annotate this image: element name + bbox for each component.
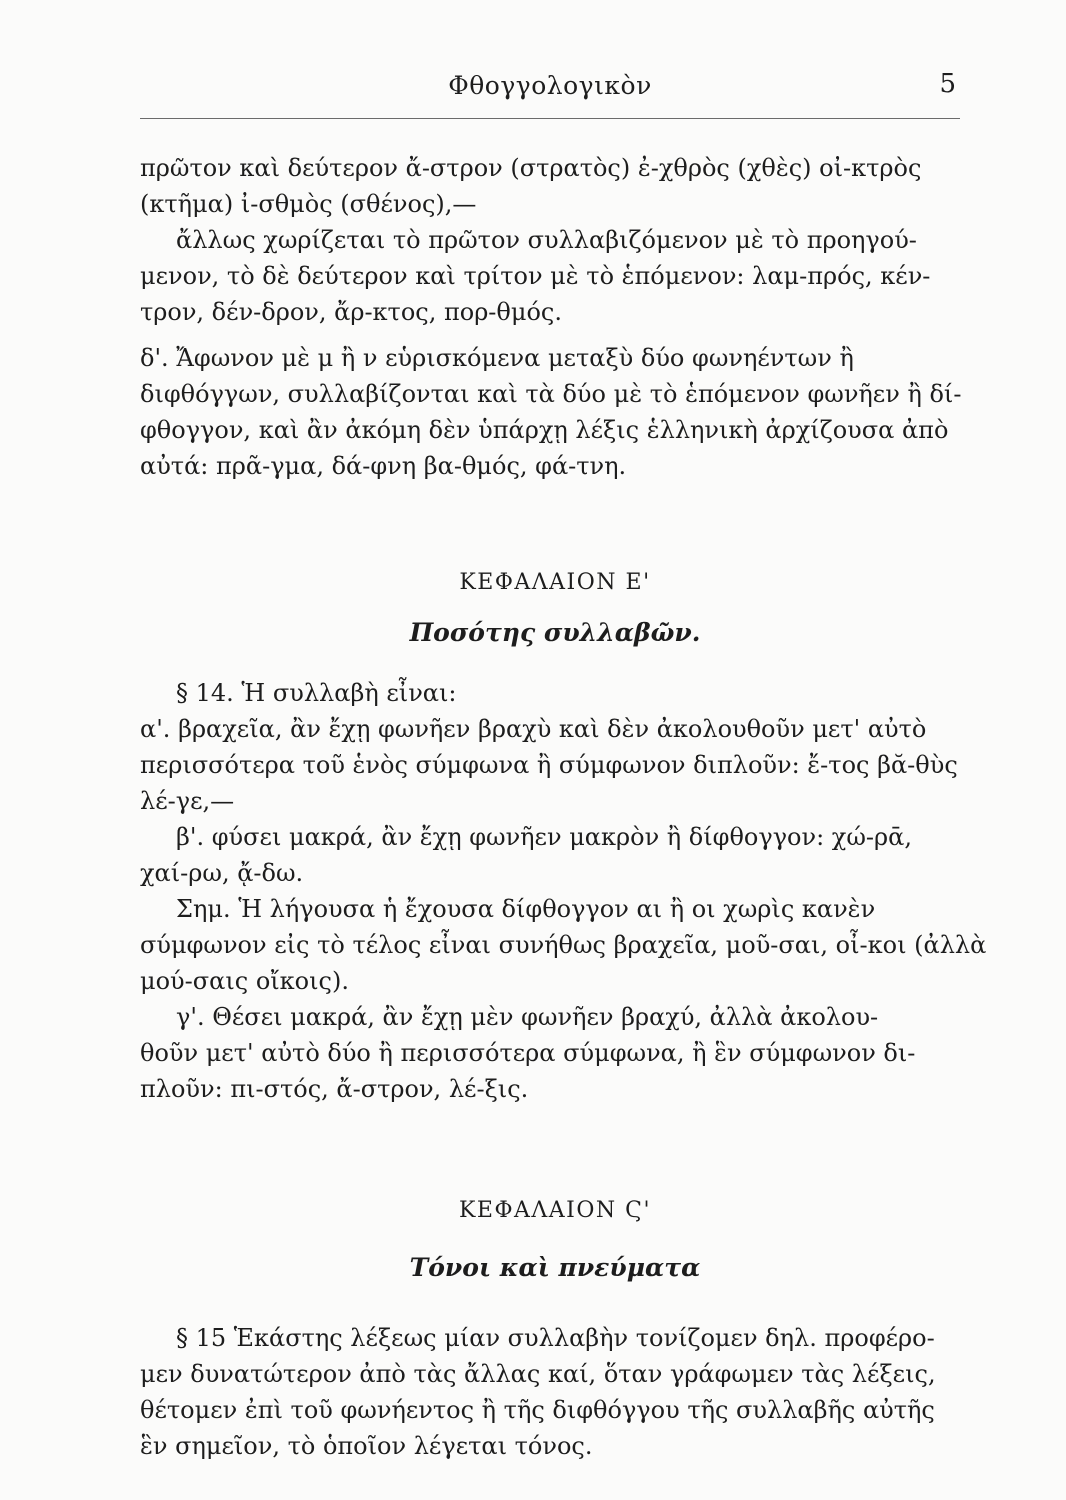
text-line: αὐτά: πρᾶ-γμα, δά-φνη βα-θμός, φά-τνη. bbox=[140, 452, 627, 480]
text-line: δ'. Ἄφωνον μὲ μ ἢ ν εὑρισκόμενα μεταξὺ δύο φωνηέντων ἢ bbox=[140, 344, 854, 372]
text-line: θοῦν μετ' αὐτὸ δύο ἢ περισσότερα σύμφωνα, ἢ ἓν σύμφωνον δι- bbox=[140, 1039, 916, 1067]
text-line: μενον, τὸ δὲ δεύτερον καὶ τρίτον μὲ τὸ ἑπόμενον: λαμ-πρός, κέν- bbox=[140, 262, 931, 290]
text-line: β'. φύσει μακρά, ἂν ἔχῃ φωνῆεν μακρὸν ἢ δίφθογγον: χώ-ρᾱ, bbox=[176, 823, 912, 851]
running-title: Φθογγολογικὸν bbox=[448, 71, 652, 100]
text-line: χαί-ρω, ᾄ-δω. bbox=[140, 859, 304, 887]
paragraph-section-15 bbox=[140, 1320, 970, 1464]
text-line: περισσότερα τοῦ ἑνὸς σύμφωνα ἢ σύμφωνον διπλοῦν: ἔ-τος βᾰ-θὺς bbox=[140, 751, 958, 779]
text-line: θέτομεν ἐπὶ τοῦ φωνήεντος ἢ τῆς διφθόγγου τῆς συλλαβῆς αὐτῆς bbox=[140, 1396, 935, 1424]
text-line: μεν δυνατώτερον ἀπὸ τὰς ἄλλας καί, ὅταν γράφωμεν τὰς λέξεις, bbox=[140, 1360, 936, 1388]
chapter-heading-st: ΚΕΦΑΛΑΙΟΝ Ϛ' bbox=[458, 1198, 652, 1223]
text-line: Σημ. Ἡ λήγουσα ἡ ἔχουσα δίφθογγον αι ἢ οι χωρὶς κανὲν bbox=[176, 895, 876, 923]
paragraph-syllabification-continued bbox=[140, 150, 970, 330]
page-number: 5 bbox=[939, 69, 956, 99]
section-title-accents: Τόνοι καὶ πνεύματα bbox=[409, 1253, 701, 1282]
text-line: ἄλλως χωρίζεται τὸ πρῶτον συλλαβιζόμενον μὲ τὸ προηγού- bbox=[176, 226, 917, 254]
text-line: πλοῦν: πι-στός, ἄ-στρον, λέ-ξις. bbox=[140, 1075, 529, 1103]
text-line: γ'. Θέσει μακρά, ἂν ἔχῃ μὲν φωνῆεν βραχύ, ἀλλὰ ἀκολου- bbox=[176, 1003, 879, 1031]
text-line: § 14. Ἡ συλλαβὴ εἶναι: bbox=[176, 679, 457, 707]
chapter-heading-e: ΚΕΦΑΛΑΙΟΝ Ε' bbox=[459, 570, 651, 595]
text-line: ἓν σημεῖον, τὸ ὁποῖον λέγεται τόνος. bbox=[140, 1432, 593, 1460]
text-line: διφθόγγων, συλλαβίζονται καὶ τὰ δύο μὲ τὸ ἑπόμενον φωνῆεν ἢ δί- bbox=[140, 380, 962, 408]
header-rule bbox=[140, 118, 960, 119]
text-line: λέ-γε,— bbox=[140, 787, 235, 815]
running-head bbox=[140, 62, 960, 102]
text-line: α'. βραχεῖα, ἂν ἔχῃ φωνῆεν βραχὺ καὶ δὲν ἀκολουθοῦν μετ' αὐτὸ bbox=[140, 715, 927, 743]
text-line: (κτῆμα) ἰ-σθμὸς (σθένος),— bbox=[140, 190, 477, 218]
text-line: φθογγον, καὶ ἂν ἀκόμη δὲν ὑπάρχῃ λέξις ἑλληνικὴ ἀρχίζουσα ἀπὸ bbox=[140, 416, 949, 444]
text-line: § 15 Ἑκάστης λέξεως μίαν συλλαβὴν τονίζομεν δηλ. προφέρο- bbox=[176, 1324, 935, 1352]
text-line: τρον, δέν-δρον, ἄρ-κτος, πορ-θμός. bbox=[140, 298, 562, 326]
text-line: σύμφωνον εἰς τὸ τέλος εἶναι συνήθως βραχεῖα, μοῦ-σαι, οἶ-κοι (ἀλλὰ bbox=[140, 931, 987, 959]
paragraph-section-14 bbox=[140, 675, 987, 1107]
text-line: πρῶτον καὶ δεύτερον ἄ-στρον (στρατὸς) ἐ-χθρὸς (χθὲς) οἰ-κτρὸς bbox=[140, 154, 922, 182]
paragraph-rule-delta bbox=[140, 340, 970, 484]
section-title-quantity: Ποσότης συλλαβῶν. bbox=[409, 618, 701, 647]
text-line: μού-σαις οἴκοις). bbox=[140, 967, 349, 995]
